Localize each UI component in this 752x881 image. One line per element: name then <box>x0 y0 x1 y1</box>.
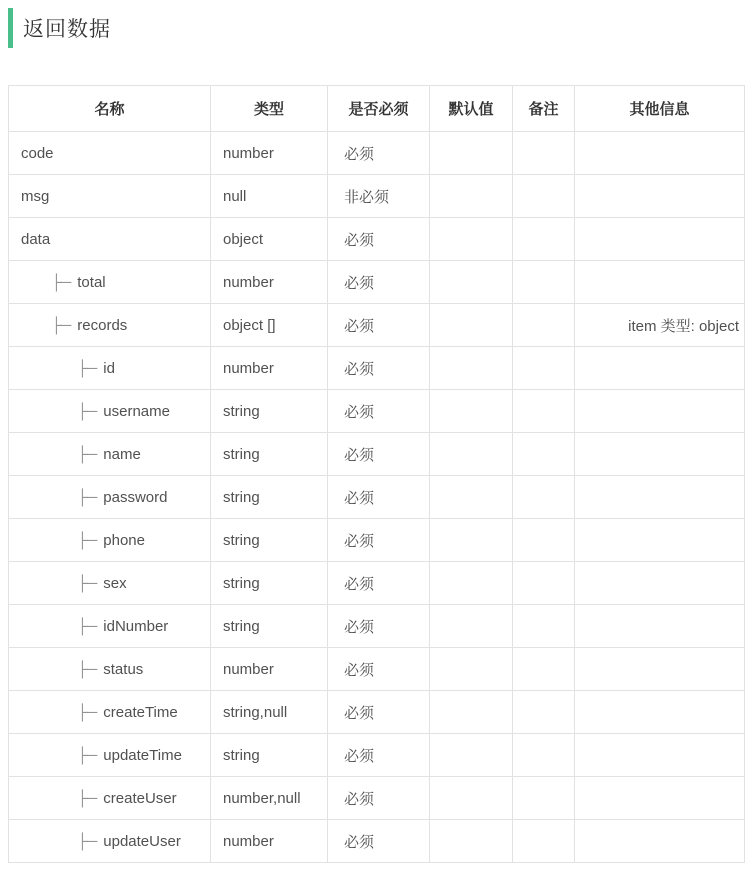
field-type: number <box>211 648 328 691</box>
field-type: string <box>211 433 328 476</box>
field-default <box>430 476 513 519</box>
field-required: 必须 <box>328 777 430 820</box>
field-note <box>513 433 575 476</box>
field-name: name <box>103 445 141 463</box>
field-name-cell <box>9 132 211 175</box>
field-default <box>430 820 513 863</box>
field-required: 必须 <box>328 734 430 777</box>
table-header <box>9 86 745 132</box>
column-header-note: 备注 <box>513 86 575 132</box>
field-default <box>430 433 513 476</box>
field-type: number <box>211 820 328 863</box>
field-extra <box>575 777 745 820</box>
response-schema-table <box>8 85 745 863</box>
tree-branch-icon: ├─ <box>77 488 97 506</box>
section-header <box>8 6 744 50</box>
field-type: string,null <box>211 691 328 734</box>
field-name: sex <box>103 574 127 592</box>
field-extra <box>575 691 745 734</box>
table-row <box>9 562 745 605</box>
field-name: password <box>103 488 168 506</box>
field-name-cell <box>9 476 211 519</box>
tree-branch-icon: ├─ <box>77 402 97 420</box>
field-note <box>513 132 575 175</box>
field-name: updateUser <box>103 832 181 850</box>
field-type: string <box>211 562 328 605</box>
field-name: records <box>77 316 128 334</box>
table-row <box>9 218 745 261</box>
field-name: createUser <box>103 789 177 807</box>
field-name-cell <box>9 347 211 390</box>
field-name: username <box>103 402 170 420</box>
table-row <box>9 304 745 347</box>
field-required: 必须 <box>328 691 430 734</box>
field-name: msg <box>21 187 50 205</box>
field-extra <box>575 433 745 476</box>
table-row <box>9 820 745 863</box>
field-name: total <box>77 273 106 291</box>
field-required: 必须 <box>328 390 430 433</box>
field-extra <box>575 648 745 691</box>
field-required: 必须 <box>328 304 430 347</box>
field-name-cell <box>9 820 211 863</box>
section-title: 返回数据 <box>23 18 111 41</box>
field-type: object [] <box>211 304 328 347</box>
field-extra <box>575 476 745 519</box>
tree-branch-icon: ├─ <box>77 660 97 678</box>
field-default <box>430 777 513 820</box>
field-name: phone <box>103 531 145 549</box>
field-name: data <box>21 230 51 248</box>
field-required: 必须 <box>328 433 430 476</box>
tree-branch-icon: ├─ <box>77 359 97 377</box>
field-note <box>513 777 575 820</box>
field-name: updateTime <box>103 746 182 764</box>
table-row <box>9 648 745 691</box>
tree-branch-icon: ├─ <box>51 316 71 334</box>
tree-branch-icon: ├─ <box>51 273 71 291</box>
field-extra <box>575 605 745 648</box>
field-required: 必须 <box>328 218 430 261</box>
field-note <box>513 734 575 777</box>
field-extra <box>575 347 745 390</box>
field-required: 必须 <box>328 648 430 691</box>
table-row <box>9 605 745 648</box>
field-extra <box>575 562 745 605</box>
column-header-default: 默认值 <box>430 86 513 132</box>
section-accent-bar <box>8 8 13 48</box>
column-header-extra: 其他信息 <box>575 86 745 132</box>
field-default <box>430 605 513 648</box>
field-note <box>513 347 575 390</box>
field-extra <box>575 820 745 863</box>
field-type: string <box>211 476 328 519</box>
field-extra <box>575 519 745 562</box>
field-note <box>513 605 575 648</box>
field-type: object <box>211 218 328 261</box>
table-row <box>9 476 745 519</box>
column-header-name: 名称 <box>9 86 211 132</box>
field-note <box>513 648 575 691</box>
field-extra <box>575 132 745 175</box>
field-note <box>513 820 575 863</box>
field-default <box>430 218 513 261</box>
field-type: number <box>211 132 328 175</box>
table-row <box>9 691 745 734</box>
field-type: number,null <box>211 777 328 820</box>
field-extra <box>575 390 745 433</box>
field-name-cell <box>9 304 211 347</box>
field-default <box>430 648 513 691</box>
field-extra: item 类型: object <box>575 304 745 347</box>
field-required: 必须 <box>328 476 430 519</box>
field-note <box>513 304 575 347</box>
field-required: 必须 <box>328 519 430 562</box>
field-name-cell <box>9 734 211 777</box>
table-row <box>9 734 745 777</box>
column-header-required: 是否必须 <box>328 86 430 132</box>
table-body <box>9 132 745 863</box>
field-required: 非必须 <box>328 175 430 218</box>
field-type: number <box>211 347 328 390</box>
field-type: null <box>211 175 328 218</box>
field-type: string <box>211 519 328 562</box>
field-note <box>513 519 575 562</box>
table-row <box>9 433 745 476</box>
field-default <box>430 519 513 562</box>
field-name-cell <box>9 605 211 648</box>
field-name-cell <box>9 691 211 734</box>
field-default <box>430 261 513 304</box>
field-default <box>430 132 513 175</box>
field-name-cell <box>9 390 211 433</box>
table-row <box>9 390 745 433</box>
field-default <box>430 304 513 347</box>
field-name-cell <box>9 519 211 562</box>
field-required: 必须 <box>328 820 430 863</box>
field-note <box>513 261 575 304</box>
field-required: 必须 <box>328 261 430 304</box>
field-name-cell <box>9 261 211 304</box>
field-type: string <box>211 734 328 777</box>
tree-branch-icon: ├─ <box>77 746 97 764</box>
field-type: string <box>211 390 328 433</box>
table-row <box>9 777 745 820</box>
field-extra <box>575 175 745 218</box>
field-required: 必须 <box>328 347 430 390</box>
field-default <box>430 734 513 777</box>
field-note <box>513 691 575 734</box>
field-default <box>430 175 513 218</box>
field-note <box>513 218 575 261</box>
field-default <box>430 562 513 605</box>
field-name-cell <box>9 777 211 820</box>
field-name-cell <box>9 433 211 476</box>
field-name: idNumber <box>103 617 169 635</box>
field-required: 必须 <box>328 132 430 175</box>
field-type: string <box>211 605 328 648</box>
field-name-cell <box>9 562 211 605</box>
field-extra <box>575 734 745 777</box>
tree-branch-icon: ├─ <box>77 531 97 549</box>
tree-branch-icon: ├─ <box>77 574 97 592</box>
field-note <box>513 390 575 433</box>
field-name: createTime <box>103 703 178 721</box>
field-note <box>513 175 575 218</box>
table-row <box>9 261 745 304</box>
field-name-cell <box>9 175 211 218</box>
tree-branch-icon: ├─ <box>77 789 97 807</box>
column-header-type: 类型 <box>211 86 328 132</box>
field-extra <box>575 218 745 261</box>
table-header-row <box>9 86 745 132</box>
table-row <box>9 347 745 390</box>
table-row <box>9 132 745 175</box>
field-name-cell <box>9 648 211 691</box>
tree-branch-icon: ├─ <box>77 445 97 463</box>
field-note <box>513 562 575 605</box>
field-default <box>430 347 513 390</box>
field-required: 必须 <box>328 562 430 605</box>
field-name: status <box>103 660 144 678</box>
field-name: code <box>21 144 54 162</box>
tree-branch-icon: ├─ <box>77 832 97 850</box>
table-row <box>9 175 745 218</box>
field-name-cell <box>9 218 211 261</box>
tree-branch-icon: ├─ <box>77 617 97 635</box>
field-extra <box>575 261 745 304</box>
tree-branch-icon: ├─ <box>77 703 97 721</box>
field-note <box>513 476 575 519</box>
table-row <box>9 519 745 562</box>
field-name: id <box>103 359 115 377</box>
field-default <box>430 691 513 734</box>
field-type: number <box>211 261 328 304</box>
field-default <box>430 390 513 433</box>
field-required: 必须 <box>328 605 430 648</box>
